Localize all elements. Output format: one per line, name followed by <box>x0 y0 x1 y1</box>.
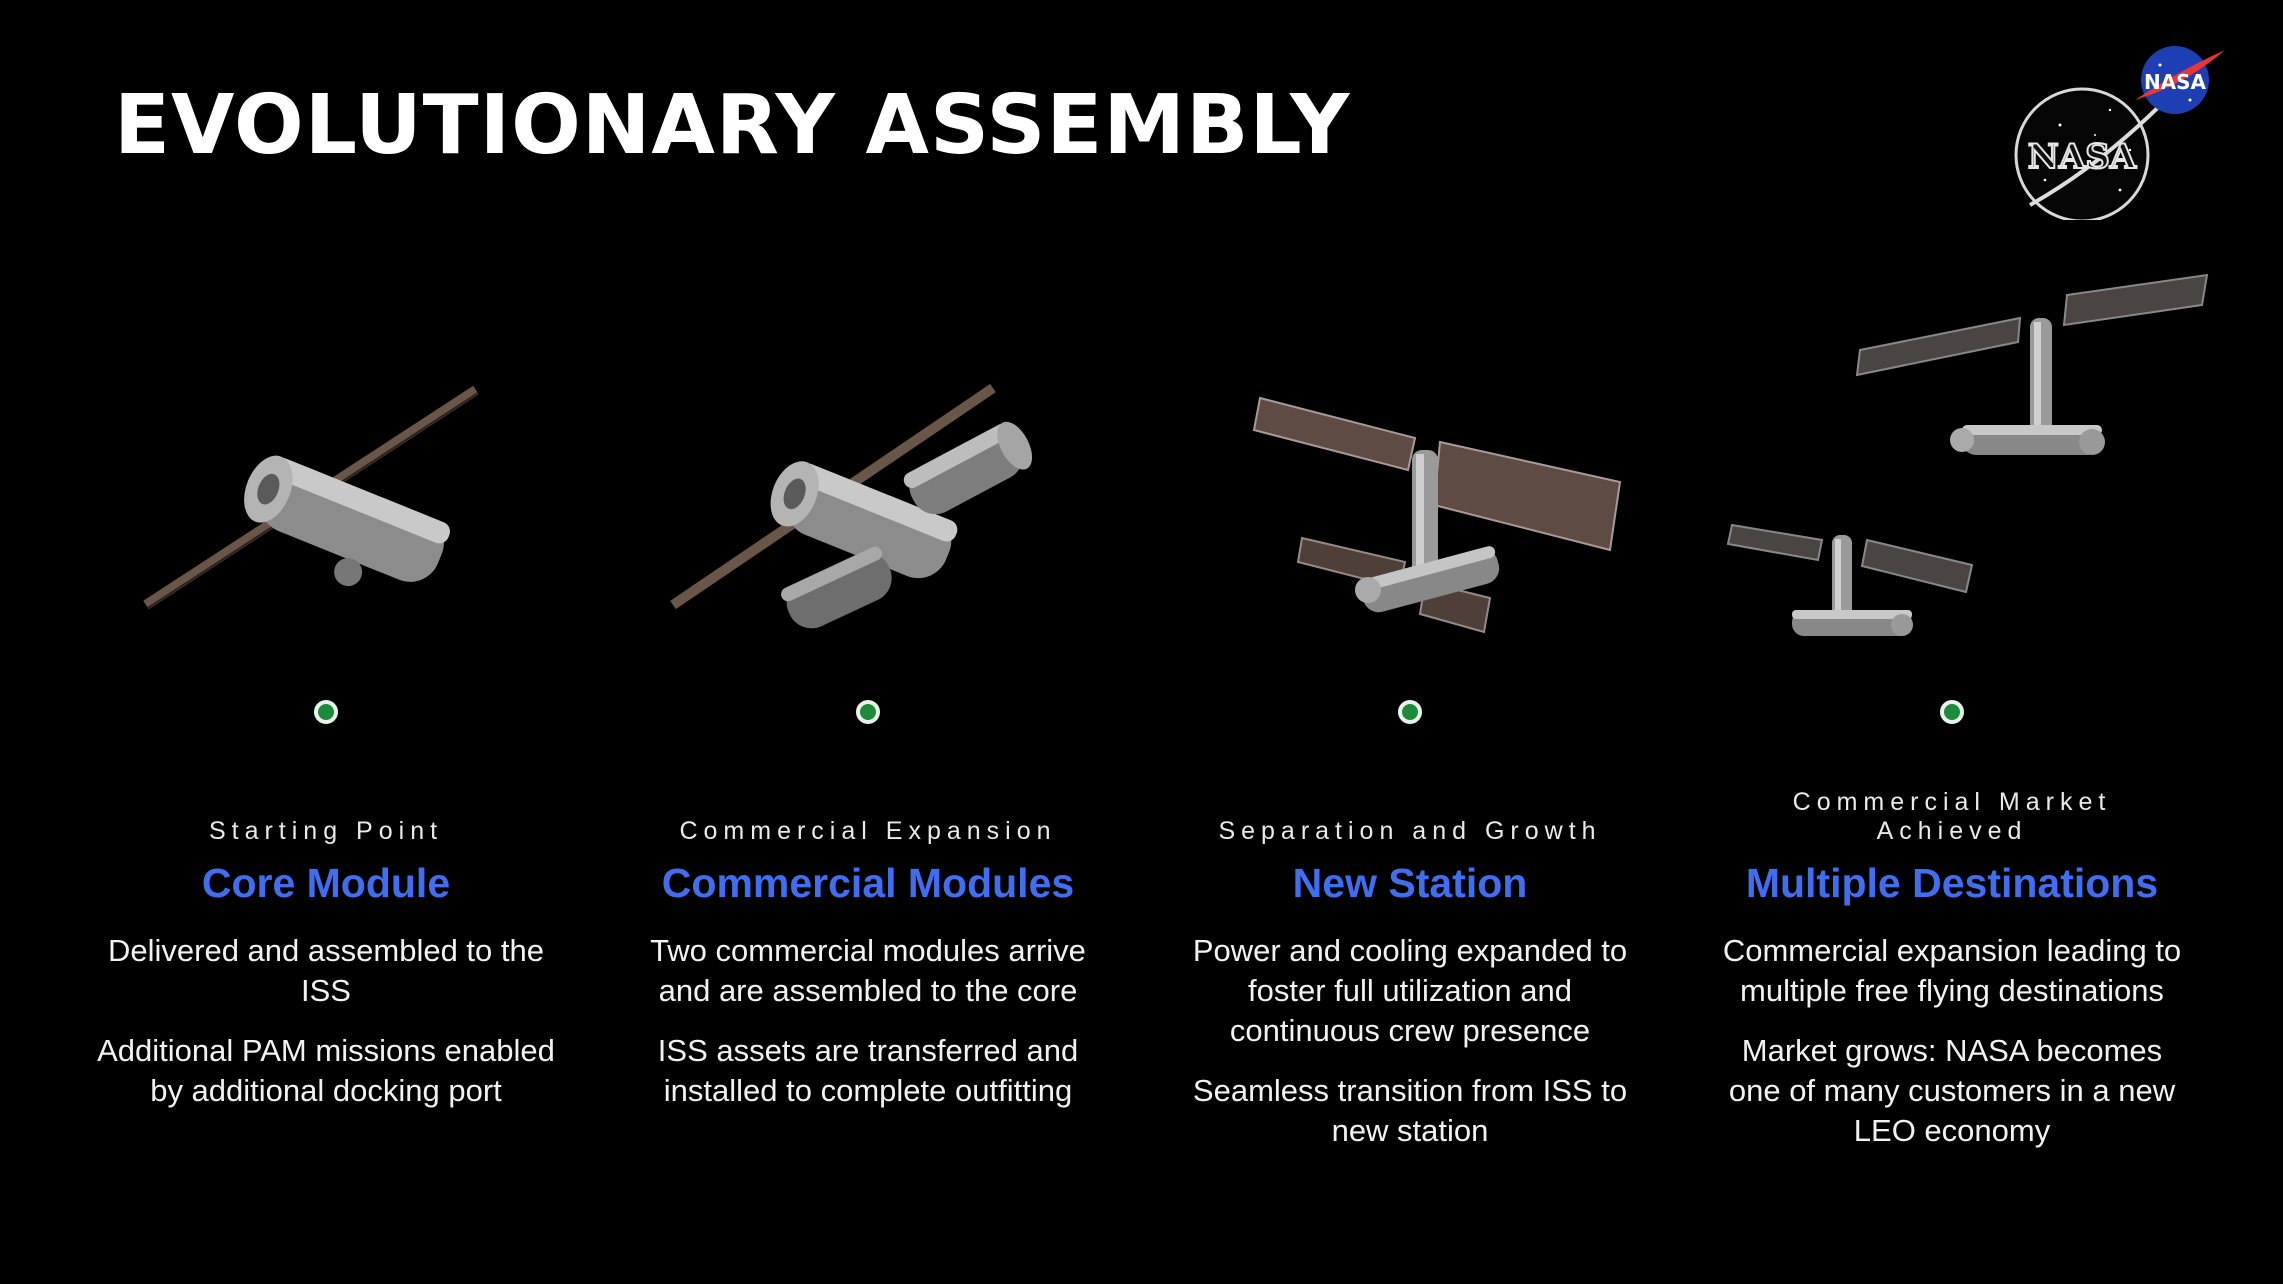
svg-text:NASA: NASA <box>2027 137 2137 177</box>
phase-description: Market grows: NASA becomes one of many customers in a new LEO economy <box>1728 1033 2176 1148</box>
commercial-modules-illustration <box>608 370 1128 700</box>
phase-eyebrow: Commercial Expansion <box>679 817 1057 845</box>
phase-description: ISS assets are transferred and installed to complete outfitting <box>657 1033 1079 1108</box>
phase-description: Seamless transition from ISS to new station <box>1192 1073 1628 1148</box>
phase-heading: Multiple Destinations <box>1745 860 2159 906</box>
phase-heading: Core Module <box>201 860 451 906</box>
page-title: EVOLUTIONARY ASSEMBLY <box>114 78 1351 173</box>
multiple-destinations-illustration <box>1692 370 2212 700</box>
milestone-dot <box>1940 700 1964 724</box>
nasa-logos <box>2000 40 2230 220</box>
milestone-dot <box>314 700 338 724</box>
nasa-meatball-logo <box>2135 46 2225 114</box>
phase-description: Commercial expansion leading to multiple free flying destinations <box>1722 933 2182 1008</box>
phase-description: Delivered and assembled to the ISS <box>108 933 544 1008</box>
phase-heading: New Station <box>1292 860 1528 906</box>
phase-description: Additional PAM missions enabled by additional docking port <box>97 1033 555 1108</box>
core-module-illustration <box>66 370 586 700</box>
phase-eyebrow: Commercial Market Achieved <box>1792 788 2112 845</box>
phase-column <box>1692 370 2212 1151</box>
svg-text:NASA: NASA <box>2143 70 2207 94</box>
phase-heading: Commercial Modules <box>661 860 1075 906</box>
phase-description: Two commercial modules arrive and are assembled to the core <box>650 933 1086 1008</box>
phase-eyebrow: Starting Point <box>208 817 444 845</box>
phase-column <box>608 370 1128 1111</box>
milestone-dot <box>1398 700 1422 724</box>
phase-column <box>1150 370 1670 1151</box>
phase-description: Power and cooling expanded to foster full utilization and continuous crew presence <box>1192 933 1628 1048</box>
phase-column <box>66 370 586 1111</box>
phase-eyebrow: Separation and Growth <box>1218 817 1602 845</box>
new-station-illustration <box>1150 370 1670 700</box>
milestone-dot <box>856 700 880 724</box>
